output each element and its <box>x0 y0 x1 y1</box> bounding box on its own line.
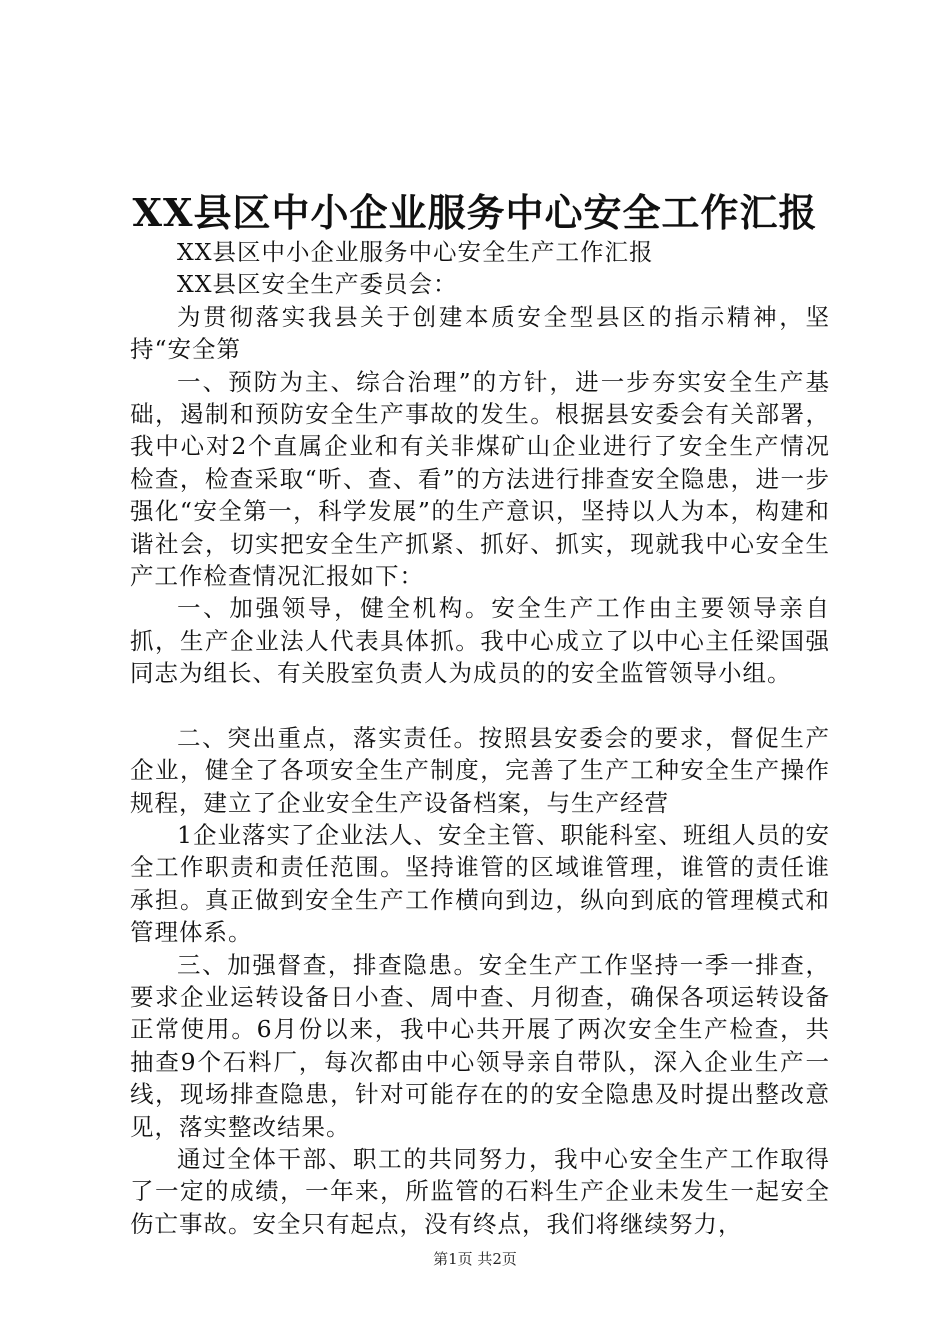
document-title: XX县区中小企业服务中心安全工作汇报 <box>132 190 818 235</box>
paragraph-section-2-continued: 1企业落实了企业法人、安全主管、职能科室、班组人员的安全工作职责和责任范围。坚持谁管的区域谁管理，谁管的责任谁承担。真正做到安全生产工作横向到边，纵向到底的管理模式和管理体系。 <box>130 820 830 947</box>
paragraph-section-2: 二、突出重点，落实责任。按照县安委会的要求，督促生产企业，健全了各项安全生产制度，完善了生产工种安全生产操作规程，建立了企业安全生产设备档案，与生产经营 <box>130 723 830 817</box>
paragraph-conclusion: 通过全体干部、职工的共同努力，我中心安全生产工作取得了一定的成绩，一年来，所监管的石料生产企业未发生一起安全伤亡事故。安全只有起点，没有终点，我们将继续努力， <box>130 1144 830 1238</box>
paragraph-intro: 为贯彻落实我县关于创建本质安全型县区的指示精神，坚持“安全第 <box>130 302 830 364</box>
paragraph-subtitle: XX县区中小企业服务中心安全生产工作汇报 <box>177 238 654 266</box>
document-body <box>130 236 830 1240</box>
paragraph-section-3: 三、加强督查，排查隐患。安全生产工作坚持一季一排查，要求企业运转设备日小查、周中查、月彻查，确保各项运转设备正常使用。6月份以来，我中心共开展了两次安全生产检查，共抽查9个石料厂，每次都由中心领导亲自带队，深入企业生产一线，现场排查隐患，针对可能存在的的安全隐患及时提出整改意见，落实整改结果。 <box>130 950 830 1141</box>
paragraph-addressee: XX县区安全生产委员会： <box>177 270 458 299</box>
paragraph-policy: 一、预防为主、综合治理”的方针，进一步夯实安全生产基础，遏制和预防安全生产事故的发生。根据县安委会有关部署，我中心对2个直属企业和有关非煤矿山企业进行了安全生产情况检查，检查采取“听、查、看”的方法进行排查安全隐患，进一步强化“安全第一，科学发展”的生产意识，坚持以人为本，构建和谐社会，切实把安全生产抓紧、抓好、抓实，现就我中心安全生产工作检查情况汇报如下： <box>130 367 830 591</box>
paragraph-section-1: 一、加强领导，健全机构。安全生产工作由主要领导亲自抓，生产企业法人代表具体抓。我中心成立了以中心主任梁国强同志为组长、有关股室负责人为成员的的安全监管领导小组。 <box>130 594 830 688</box>
page-footer: 第1页 共2页 <box>433 1250 517 1268</box>
